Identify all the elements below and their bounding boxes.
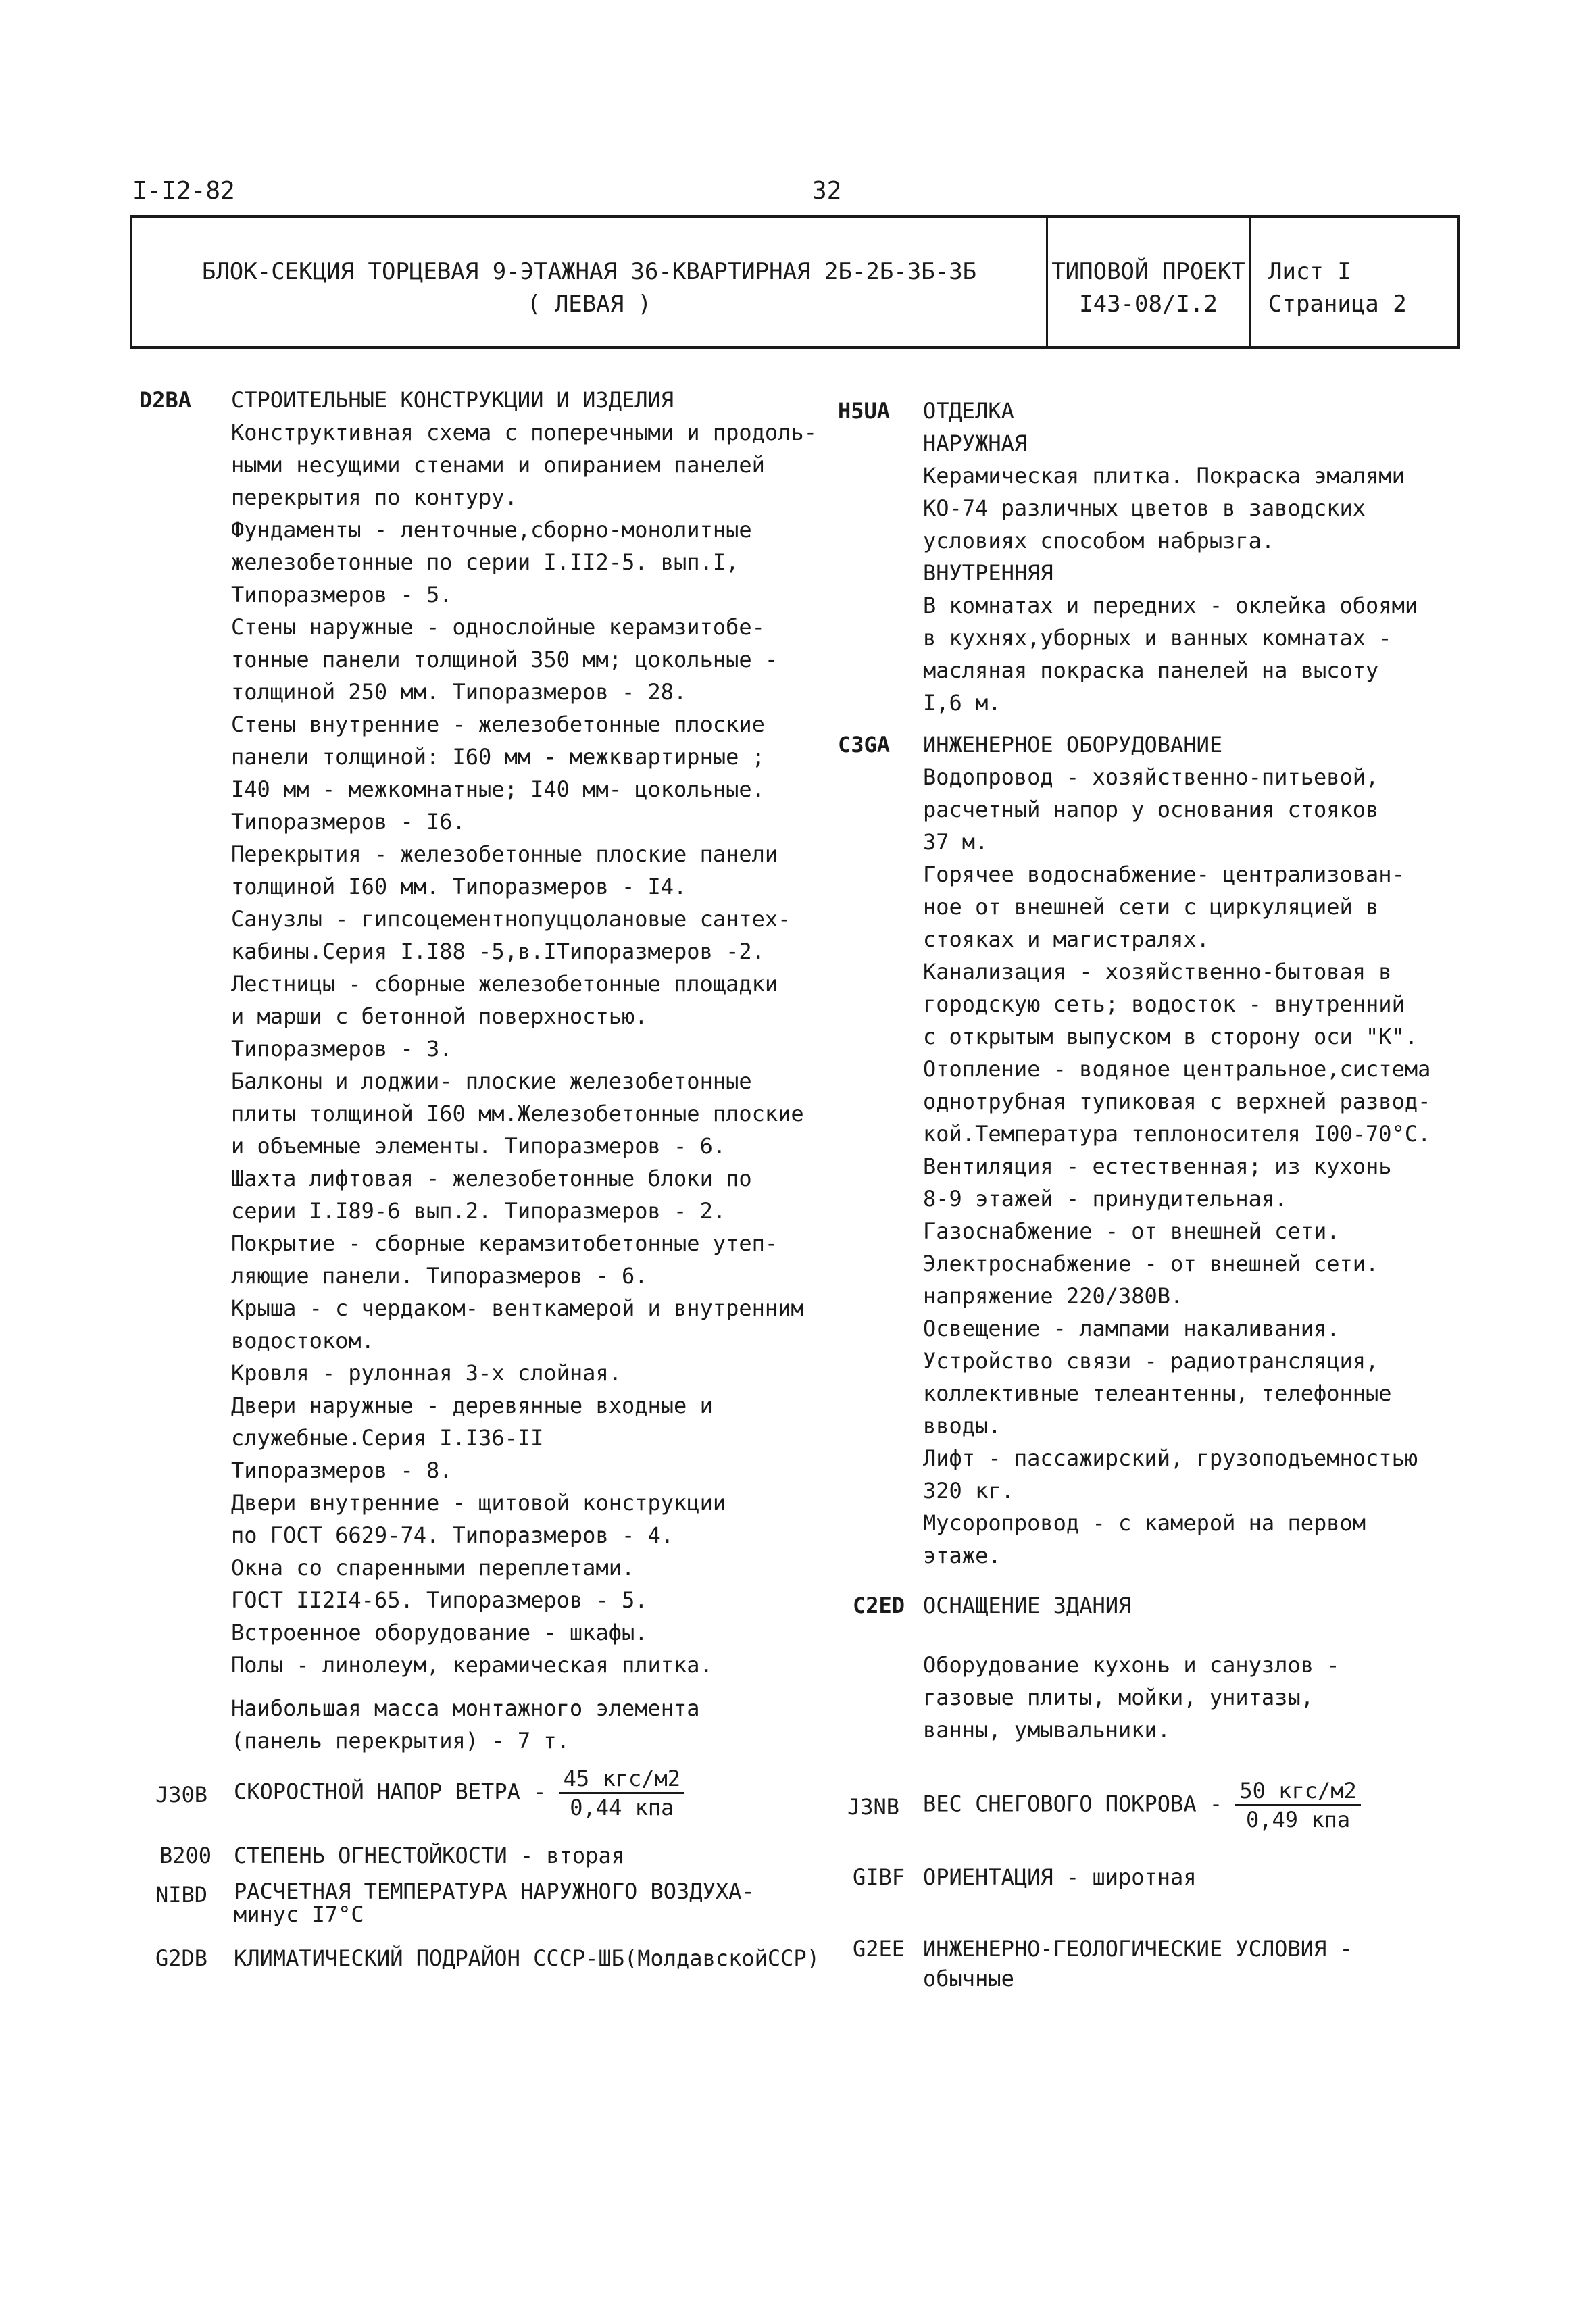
wind-load [234, 1765, 684, 1821]
text-line: Двери внутренние - щитовой конструкции [231, 1490, 726, 1516]
text-line: (панель перекрытия) - 7 т. [231, 1728, 570, 1753]
text-line: водостоком. [231, 1328, 374, 1353]
outer-finish-text [923, 459, 1450, 557]
text-line: Фундаменты - ленточные,сборно-монолитные [231, 517, 752, 543]
text-line: Керамическая плитка. Покраска эмалями [923, 463, 1405, 489]
fire-resistance: СТЕПЕНЬ ОГНЕСТОЙКОСТИ - вторая [234, 1843, 624, 1868]
section-constructions [231, 384, 826, 1757]
text-line: Отопление - водяное центральное,система [923, 1056, 1431, 1082]
orientation: ОРИЕНТАЦИЯ - широтная [923, 1864, 1197, 1890]
text-line: Стены внутренние - железобетонные плоские [231, 712, 765, 737]
text-line: расчетный напор у основания стояков [923, 797, 1379, 822]
text-line: вводы. [923, 1413, 1001, 1439]
text-line: Типоразмеров - 8. [231, 1458, 453, 1483]
text-line: Типоразмеров - 3. [231, 1036, 453, 1062]
text-line: Оборудование кухонь и санузлов - [923, 1652, 1340, 1678]
section-code-engineering: C3GA [838, 732, 891, 757]
text-line: и марши с бетонной поверхностью. [231, 1003, 648, 1029]
snow-fraction [1235, 1777, 1360, 1833]
text-line: Крыша - с чердаком- венткамерой и внутренним [231, 1295, 804, 1321]
temperature-line-2: минус I7°С [234, 1901, 364, 1927]
text-line: 8-9 этажей - принудительная. [923, 1186, 1288, 1212]
text-line: однотрубная тупиковая с верхней развод- [923, 1089, 1431, 1114]
text-line: Канализация - хозяйственно-бытовая в [923, 959, 1392, 985]
text-line: Окна со спаренными переплетами. [231, 1555, 635, 1580]
text-line: условиях способом набрызга. [923, 528, 1275, 553]
text-line: Лифт - пассажирский, грузоподъемностью [923, 1445, 1418, 1471]
title-line-2: ( ЛЕВАЯ ) [526, 291, 652, 318]
text-line: масляная покраска панелей на высоту [923, 657, 1379, 683]
text-line: Освещение - лампами накаливания. [923, 1316, 1340, 1341]
text-line: Кровля - рулонная 3-х слойная. [231, 1360, 622, 1386]
title-block [130, 215, 1460, 349]
text-line: В комнатах и передних - оклейка обоями [923, 593, 1418, 618]
temperature-code: NIBD [155, 1882, 208, 1908]
section-heading-finishing: ОТДЕЛКА [923, 398, 1014, 424]
snow-code: J3NB [847, 1794, 900, 1820]
page-label: Страница 2 [1268, 291, 1407, 318]
constructions-text [231, 416, 826, 1681]
page-number: 32 [812, 177, 842, 205]
title-cell [132, 218, 1048, 346]
text-line: Электроснабжение - от внешней сети. [923, 1251, 1379, 1276]
text-line: газовые плиты, мойки, унитазы, [923, 1685, 1314, 1710]
section-code-finishing: H5UA [838, 398, 891, 424]
subheading-inner: ВНУТРЕННЯЯ [923, 560, 1053, 586]
orientation-code: GIBF [853, 1864, 905, 1890]
geology-code: G2EE [853, 1936, 905, 1962]
text-line: кабины.Серия I.I88 -5,в.IТипоразмеров -2. [231, 939, 765, 964]
text-line: напряжение 220/380В. [923, 1283, 1184, 1309]
text-line: панели толщиной: I60 мм - межквартирные ; [231, 744, 765, 770]
text-line: Мусоропровод - с камерой на первом [923, 1510, 1366, 1536]
section-code-equipment: C2ED [853, 1593, 905, 1618]
text-line: Встроенное оборудование - шкафы. [231, 1620, 648, 1645]
snow-label: ВЕС СНЕГОВОГО ПОКРОВА - [923, 1791, 1223, 1817]
text-line: ГОСТ II2I4-65. Типоразмеров - 5. [231, 1587, 648, 1613]
subheading-outer: НАРУЖНАЯ [923, 430, 1028, 456]
inner-finish-text [923, 589, 1450, 719]
text-line: 37 м. [923, 829, 989, 855]
text-line: в кухнях,уборных и ванных комнатах - [923, 625, 1392, 651]
text-line: Устройство связи - радиотрансляция, [923, 1348, 1379, 1374]
text-line: Стены наружные - однослойные керамзитобе- [231, 614, 765, 640]
text-line: тонные панели толщиной 350 мм; цокольные - [231, 647, 778, 672]
equipment-text [923, 1649, 1450, 1746]
wind-fraction [559, 1765, 684, 1821]
text-line: I40 мм - межкомнатные; I40 мм- цокольные. [231, 776, 765, 802]
text-line: коллективные телеантенны, телефонные [923, 1380, 1392, 1406]
text-line: этаже. [923, 1543, 1001, 1568]
text-line: служебные.Серия I.I36-II [231, 1425, 544, 1451]
text-line: Перекрытия - железобетонные плоские панели [231, 841, 778, 867]
text-line: толщиной I60 мм. Типоразмеров - I4. [231, 874, 687, 899]
fire-code: B200 [159, 1843, 212, 1868]
text-line: перекрытия по контуру. [231, 484, 518, 510]
section-heading-engineering: ИНЖЕНЕРНОЕ ОБОРУДОВАНИЕ [923, 732, 1223, 757]
text-line: Балконы и лоджии- плоские железобетонные [231, 1068, 752, 1094]
text-line: Типоразмеров - I6. [231, 809, 466, 835]
title-line-1: БЛОК-СЕКЦИЯ ТОРЦЕВАЯ 9-ЭТАЖНАЯ 36-КВАРТИРНАЯ 2Б-2Б-3Б-3Б [201, 258, 977, 285]
geology-line-2: обычные [923, 1966, 1014, 1991]
wind-numerator: 45 кгс/м2 [559, 1765, 684, 1794]
text-line: стояках и магистралях. [923, 926, 1210, 952]
text-line: Покрытие - сборные керамзитобетонные утеп- [231, 1230, 778, 1256]
section-equipment [923, 1589, 1450, 1746]
text-line: толщиной 250 мм. Типоразмеров - 28. [231, 679, 687, 705]
project-label: ТИПОВОЙ ПРОЕКТ [1051, 258, 1245, 285]
snow-numerator: 50 кгс/м2 [1235, 1777, 1360, 1806]
text-line: Горячее водоснабжение- централизован- [923, 862, 1405, 887]
design-temperature [234, 1880, 755, 1926]
text-line: КО-74 различных цветов в заводских [923, 495, 1366, 521]
geology-line-1: ИНЖЕНЕРНО-ГЕОЛОГИЧЕСКИЕ УСЛОВИЯ - [923, 1936, 1353, 1962]
text-line: ными несущими стенами и опиранием панелей [231, 452, 765, 478]
snow-load [923, 1777, 1361, 1833]
text-line: и объемные элементы. Типоразмеров - 6. [231, 1133, 726, 1159]
text-line: 320 кг. [923, 1478, 1014, 1503]
project-cell [1048, 218, 1251, 346]
text-line: Шахта лифтовая - железобетонные блоки по [231, 1166, 752, 1191]
sheet-label: Лист I [1268, 258, 1351, 285]
text-line: железобетонные по серии I.II2-5. вып.I, [231, 549, 739, 575]
wind-denominator: 0,44 кпа [570, 1795, 674, 1820]
mass-text [231, 1692, 826, 1757]
text-line: Санузлы - гипсоцементнопуццолановые сантех- [231, 906, 791, 932]
climate-subregion: КЛИМАТИЧЕСКИЙ ПОДРАЙОН СССР-ШБ(МолдавскойССР) [234, 1945, 820, 1971]
text-line: Водопровод - хозяйственно-питьевой, [923, 764, 1379, 790]
text-line: по ГОСТ 6629-74. Типоразмеров - 4. [231, 1522, 674, 1548]
sheet-cell [1251, 218, 1457, 346]
section-engineering [923, 728, 1450, 1572]
engineering-text [923, 761, 1450, 1572]
text-line: плиты толщиной I60 мм.Железобетонные плоские [231, 1101, 804, 1126]
project-number: I43-08/I.2 [1079, 291, 1218, 318]
section-code-constructions: D2BA [139, 387, 192, 413]
text-line: Конструктивная схема с поперечными и продоль- [231, 420, 817, 445]
wind-code: J30B [155, 1782, 208, 1808]
text-line: Лестницы - сборные железобетонные площадки [231, 971, 778, 997]
text-line: Наибольшая масса монтажного элемента [231, 1695, 700, 1721]
text-line: Двери наружные - деревянные входные и [231, 1393, 713, 1418]
text-line: Полы - линолеум, керамическая плитка. [231, 1652, 713, 1678]
climate-code: G2DB [155, 1945, 208, 1971]
section-heading-equipment: ОСНАЩЕНИЕ ЗДАНИЯ [923, 1593, 1132, 1618]
text-line: I,6 м. [923, 690, 1001, 716]
text-line: ванны, умывальники. [923, 1717, 1171, 1743]
text-line: городскую сеть; водосток - внутренний [923, 991, 1405, 1017]
text-line: ляющие панели. Типоразмеров - 6. [231, 1263, 648, 1289]
text-line: серии I.I89-6 вып.2. Типоразмеров - 2. [231, 1198, 726, 1224]
section-finishing [923, 395, 1450, 719]
text-line: кой.Температура теплоносителя I00-70°С. [923, 1121, 1431, 1147]
text-line: Вентиляция - естественная; из кухонь [923, 1153, 1392, 1179]
text-line: Типоразмеров - 5. [231, 582, 453, 607]
text-line: Газоснабжение - от внешней сети. [923, 1218, 1340, 1244]
document-code: I-I2-82 [132, 177, 235, 205]
text-line: с открытым выпуском в сторону оси "К". [923, 1024, 1418, 1049]
wind-label: СКОРОСТНОЙ НАПОР ВЕТРА - [234, 1778, 547, 1805]
snow-denominator: 0,49 кпа [1246, 1807, 1351, 1833]
temperature-line-1: РАСЧЕТНАЯ ТЕМПЕРАТУРА НАРУЖНОГО ВОЗДУХА- [234, 1878, 755, 1904]
geology-conditions [923, 1934, 1353, 1993]
text-line: ное от внешней сети с циркуляцией в [923, 894, 1379, 920]
section-heading-constructions: СТРОИТЕЛЬНЫЕ КОНСТРУКЦИИ И ИЗДЕЛИЯ [231, 387, 674, 413]
